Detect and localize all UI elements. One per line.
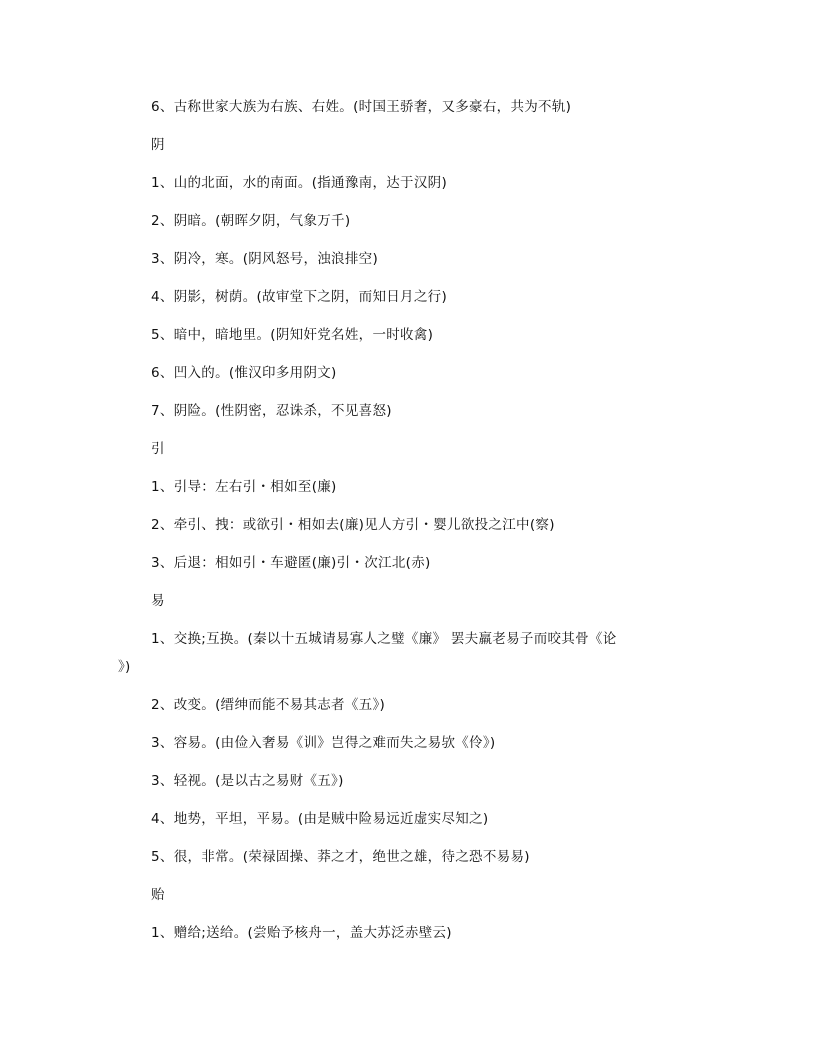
headword-yin-lead: 引 bbox=[151, 441, 165, 457]
entry-line: 1、山的北面，水的南面。(指通豫南，达于汉阴) bbox=[151, 175, 448, 191]
entry-line: 3、后退：相如引・车避匿(廉)引・次江北(赤) bbox=[151, 555, 431, 571]
entry-line: 5、暗中，暗地里。(阴知奸党名姓，一时收禽) bbox=[151, 327, 434, 343]
entry-line: 1、交换;互换。(秦以十五城请易寡人之璧《廉》 罢夫羸老易子而咬其骨《论 bbox=[151, 631, 617, 647]
entry-line: 3、容易。(由俭入奢易《训》岂得之难而失之易欤《伶》) bbox=[151, 735, 496, 751]
entry-line: 7、阴险。(性阴密，忍诛杀，不见喜怒) bbox=[151, 403, 392, 419]
headword-yi-gift: 贻 bbox=[151, 887, 165, 903]
entry-line: 2、牵引、拽：或欲引・相如去(廉)见人方引・婴儿欲投之江中(察) bbox=[151, 517, 555, 533]
entry-line: 4、地势，平坦，平易。(由是贼中险易远近虚实尽知之) bbox=[151, 811, 489, 827]
entry-line: 1、引导：左右引・相如至(廉) bbox=[151, 479, 337, 495]
entry-line: 3、轻视。(是以古之易财《五》) bbox=[151, 773, 344, 789]
entry-line: 6、古称世家大族为右族、右姓。(时国王骄奢，又多豪右，共为不轨) bbox=[151, 99, 572, 115]
entry-line: 2、阴暗。(朝晖夕阴，气象万千) bbox=[151, 213, 351, 229]
entry-line: 4、阴影，树荫。(故审堂下之阴，而知日月之行) bbox=[151, 289, 448, 305]
headword-yin: 阴 bbox=[151, 137, 165, 153]
entry-line: 2、改变。(缙绅而能不易其志者《五》) bbox=[151, 697, 386, 713]
entry-line: 3、阴冷，寒。(阴风怒号，浊浪排空) bbox=[151, 251, 379, 267]
headword-yi: 易 bbox=[151, 593, 165, 609]
entry-line: 1、赠给;送给。(尝贻予核舟一，盖大苏泛赤壁云) bbox=[151, 925, 452, 941]
entry-line: 5、很，非常。(荣禄固操、莽之才，绝世之雄，待之恐不易易) bbox=[151, 849, 530, 865]
entry-line: 6、凹入的。(惟汉印多用阴文) bbox=[151, 365, 337, 381]
entry-line-continuation: 》) bbox=[118, 659, 131, 675]
